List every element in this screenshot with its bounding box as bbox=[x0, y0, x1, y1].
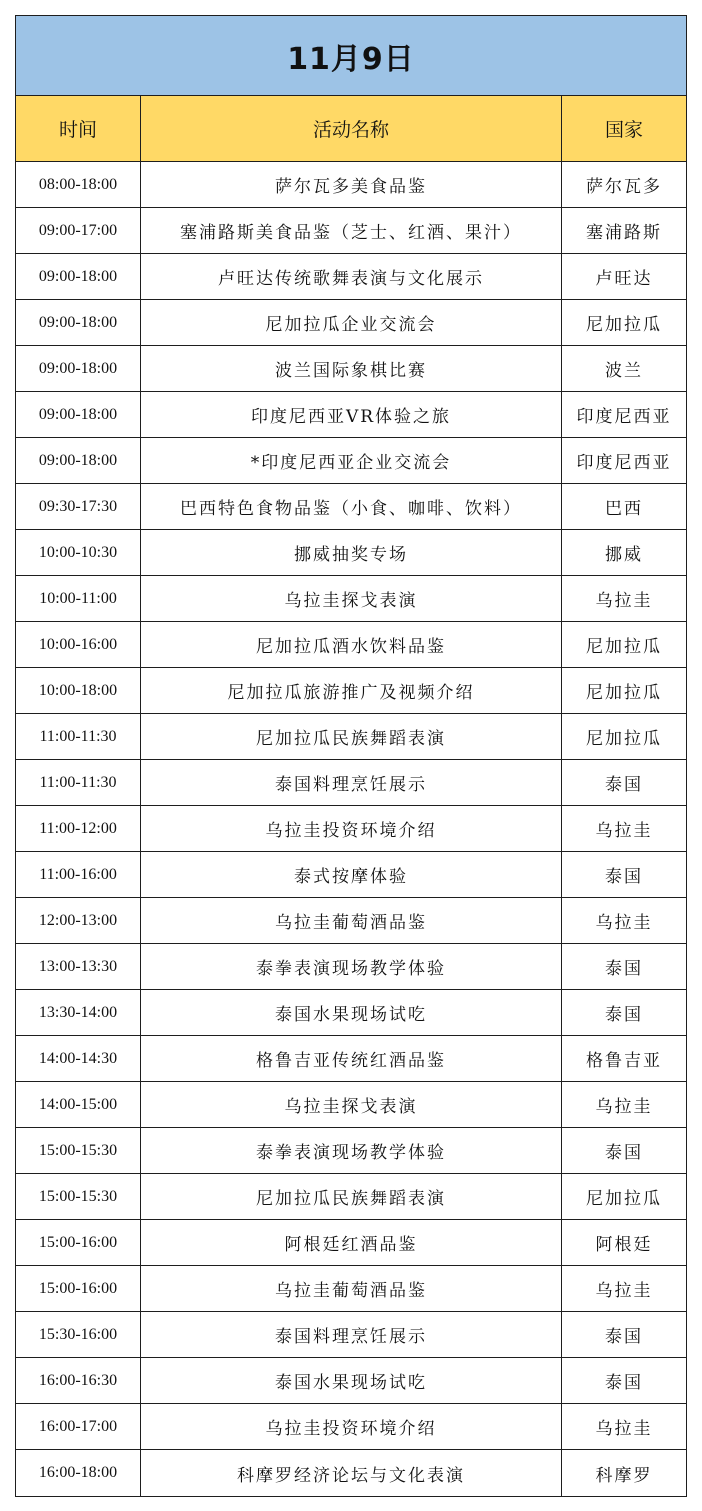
activity-cell: 挪威抽奖专场 bbox=[141, 530, 562, 575]
time-cell: 11:00-11:30 bbox=[16, 714, 141, 759]
activity-cell: 阿根廷红酒品鉴 bbox=[141, 1220, 562, 1265]
table-row bbox=[16, 1174, 686, 1220]
table-row bbox=[16, 1404, 686, 1450]
country-cell: 乌拉圭 bbox=[595, 1419, 653, 1439]
country-cell: 印度尼西亚 bbox=[576, 407, 672, 427]
country-cell: 泰国 bbox=[605, 1005, 643, 1025]
activity-cell: 尼加拉瓜酒水饮料品鉴 bbox=[141, 622, 562, 667]
country-cell: 尼加拉瓜 bbox=[586, 315, 662, 335]
time-cell: 15:00-16:00 bbox=[16, 1266, 141, 1311]
date-title: 11月9日 bbox=[287, 41, 415, 77]
activity-cell: *印度尼西亚企业交流会 bbox=[141, 438, 562, 483]
country-cell: 泰国 bbox=[605, 959, 643, 979]
country-cell: 波兰 bbox=[605, 361, 643, 381]
table-row bbox=[16, 852, 686, 898]
country-cell: 阿根廷 bbox=[595, 1235, 653, 1255]
activity-cell: 泰国水果现场试吃 bbox=[141, 990, 562, 1035]
activity-cell: 萨尔瓦多美食品鉴 bbox=[141, 162, 562, 207]
time-cell: 12:00-13:00 bbox=[16, 898, 141, 943]
country-cell: 巴西 bbox=[605, 499, 643, 519]
table-row bbox=[16, 668, 686, 714]
time-cell: 09:00-18:00 bbox=[16, 300, 141, 345]
activity-cell: 乌拉圭葡萄酒品鉴 bbox=[141, 898, 562, 943]
country-cell: 泰国 bbox=[605, 867, 643, 887]
time-cell: 13:00-13:30 bbox=[16, 944, 141, 989]
table-row bbox=[16, 1082, 686, 1128]
table-row bbox=[16, 1220, 686, 1266]
table-row bbox=[16, 1266, 686, 1312]
table-row bbox=[16, 484, 686, 530]
time-cell: 10:00-11:00 bbox=[16, 576, 141, 621]
activity-cell: 尼加拉瓜旅游推广及视频介绍 bbox=[141, 668, 562, 713]
country-cell: 泰国 bbox=[605, 775, 643, 795]
time-cell: 11:00-12:00 bbox=[16, 806, 141, 851]
table-row bbox=[16, 622, 686, 668]
time-cell: 09:00-18:00 bbox=[16, 438, 141, 483]
activity-column-header: 活动名称 bbox=[141, 96, 562, 161]
table-row bbox=[16, 1128, 686, 1174]
country-cell: 塞浦路斯 bbox=[586, 223, 662, 243]
activity-cell: 乌拉圭投资环境介绍 bbox=[141, 806, 562, 851]
table-row bbox=[16, 392, 686, 438]
country-cell: 格鲁吉亚 bbox=[586, 1051, 662, 1071]
country-cell: 科摩罗 bbox=[595, 1465, 653, 1486]
activity-cell: 泰拳表演现场教学体验 bbox=[141, 1128, 562, 1173]
activity-cell: 乌拉圭葡萄酒品鉴 bbox=[141, 1266, 562, 1311]
activity-cell: 泰国料理烹饪展示 bbox=[141, 1312, 562, 1357]
country-cell: 印度尼西亚 bbox=[576, 453, 672, 473]
country-cell: 乌拉圭 bbox=[595, 1281, 653, 1301]
activity-cell: 乌拉圭探戈表演 bbox=[141, 576, 562, 621]
table-row bbox=[16, 1312, 686, 1358]
time-cell: 09:00-18:00 bbox=[16, 392, 141, 437]
time-cell: 10:00-10:30 bbox=[16, 530, 141, 575]
time-cell: 11:00-11:30 bbox=[16, 760, 141, 805]
time-cell: 15:00-15:30 bbox=[16, 1128, 141, 1173]
table-row bbox=[16, 806, 686, 852]
schedule-table bbox=[15, 15, 687, 1497]
country-cell: 泰国 bbox=[605, 1143, 643, 1163]
table-row bbox=[16, 898, 686, 944]
activity-cell: 卢旺达传统歌舞表演与文化展示 bbox=[141, 254, 562, 299]
country-cell: 挪威 bbox=[605, 545, 643, 565]
time-cell: 15:00-16:00 bbox=[16, 1220, 141, 1265]
country-cell: 乌拉圭 bbox=[595, 591, 653, 611]
country-cell: 乌拉圭 bbox=[595, 913, 653, 933]
time-cell: 09:00-18:00 bbox=[16, 346, 141, 391]
time-cell: 13:30-14:00 bbox=[16, 990, 141, 1035]
table-row bbox=[16, 254, 686, 300]
time-column-header: 时间 bbox=[16, 96, 141, 161]
time-cell: 16:00-17:00 bbox=[16, 1404, 141, 1449]
activity-cell: 尼加拉瓜民族舞蹈表演 bbox=[141, 714, 562, 759]
activity-cell: 泰国料理烹饪展示 bbox=[141, 760, 562, 805]
activity-cell: 泰国水果现场试吃 bbox=[141, 1358, 562, 1403]
time-cell: 11:00-16:00 bbox=[16, 852, 141, 897]
country-cell: 泰国 bbox=[605, 1373, 643, 1393]
activity-cell: 泰拳表演现场教学体验 bbox=[141, 944, 562, 989]
country-cell: 乌拉圭 bbox=[595, 821, 653, 841]
table-row bbox=[16, 346, 686, 392]
activity-cell: 印度尼西亚VR体验之旅 bbox=[141, 392, 562, 437]
country-cell: 卢旺达 bbox=[595, 269, 653, 289]
table-row bbox=[16, 1358, 686, 1404]
time-cell: 08:00-18:00 bbox=[16, 162, 141, 207]
table-row bbox=[16, 714, 686, 760]
country-cell: 尼加拉瓜 bbox=[586, 637, 662, 657]
activity-cell: 巴西特色食物品鉴（小食、咖啡、饮料） bbox=[141, 484, 562, 529]
activity-cell: 波兰国际象棋比赛 bbox=[141, 346, 562, 391]
table-row bbox=[16, 162, 686, 208]
time-cell: 15:00-15:30 bbox=[16, 1174, 141, 1219]
activity-cell: 乌拉圭探戈表演 bbox=[141, 1082, 562, 1127]
activity-cell: 科摩罗经济论坛与文化表演 bbox=[141, 1450, 562, 1496]
table-row bbox=[16, 300, 686, 346]
country-cell: 尼加拉瓜 bbox=[586, 729, 662, 749]
time-cell: 16:00-16:30 bbox=[16, 1358, 141, 1403]
country-cell: 尼加拉瓜 bbox=[586, 683, 662, 703]
country-cell: 泰国 bbox=[605, 1327, 643, 1347]
time-cell: 09:30-17:30 bbox=[16, 484, 141, 529]
country-cell: 萨尔瓦多 bbox=[586, 177, 662, 197]
time-cell: 14:00-15:00 bbox=[16, 1082, 141, 1127]
table-body bbox=[16, 162, 686, 1496]
table-row bbox=[16, 576, 686, 622]
date-title-bar bbox=[16, 16, 686, 96]
time-cell: 14:00-14:30 bbox=[16, 1036, 141, 1081]
table-row bbox=[16, 1450, 686, 1496]
activity-cell: 尼加拉瓜企业交流会 bbox=[141, 300, 562, 345]
table-row bbox=[16, 530, 686, 576]
table-row bbox=[16, 944, 686, 990]
table-row bbox=[16, 438, 686, 484]
time-cell: 10:00-16:00 bbox=[16, 622, 141, 667]
table-row bbox=[16, 208, 686, 254]
activity-cell: 塞浦路斯美食品鉴（芝士、红酒、果汁） bbox=[141, 208, 562, 253]
table-row bbox=[16, 760, 686, 806]
country-cell: 尼加拉瓜 bbox=[586, 1189, 662, 1209]
country-column-header: 国家 bbox=[604, 119, 643, 141]
time-cell: 15:30-16:00 bbox=[16, 1312, 141, 1357]
country-cell: 乌拉圭 bbox=[595, 1097, 653, 1117]
activity-cell: 格鲁吉亚传统红酒品鉴 bbox=[141, 1036, 562, 1081]
table-row bbox=[16, 990, 686, 1036]
time-cell: 10:00-18:00 bbox=[16, 668, 141, 713]
table-row bbox=[16, 1036, 686, 1082]
time-cell: 09:00-18:00 bbox=[16, 254, 141, 299]
time-cell: 16:00-18:00 bbox=[16, 1450, 141, 1496]
time-cell: 09:00-17:00 bbox=[16, 208, 141, 253]
activity-cell: 尼加拉瓜民族舞蹈表演 bbox=[141, 1174, 562, 1219]
table-header bbox=[16, 96, 686, 162]
activity-cell: 泰式按摩体验 bbox=[141, 852, 562, 897]
activity-cell: 乌拉圭投资环境介绍 bbox=[141, 1404, 562, 1449]
